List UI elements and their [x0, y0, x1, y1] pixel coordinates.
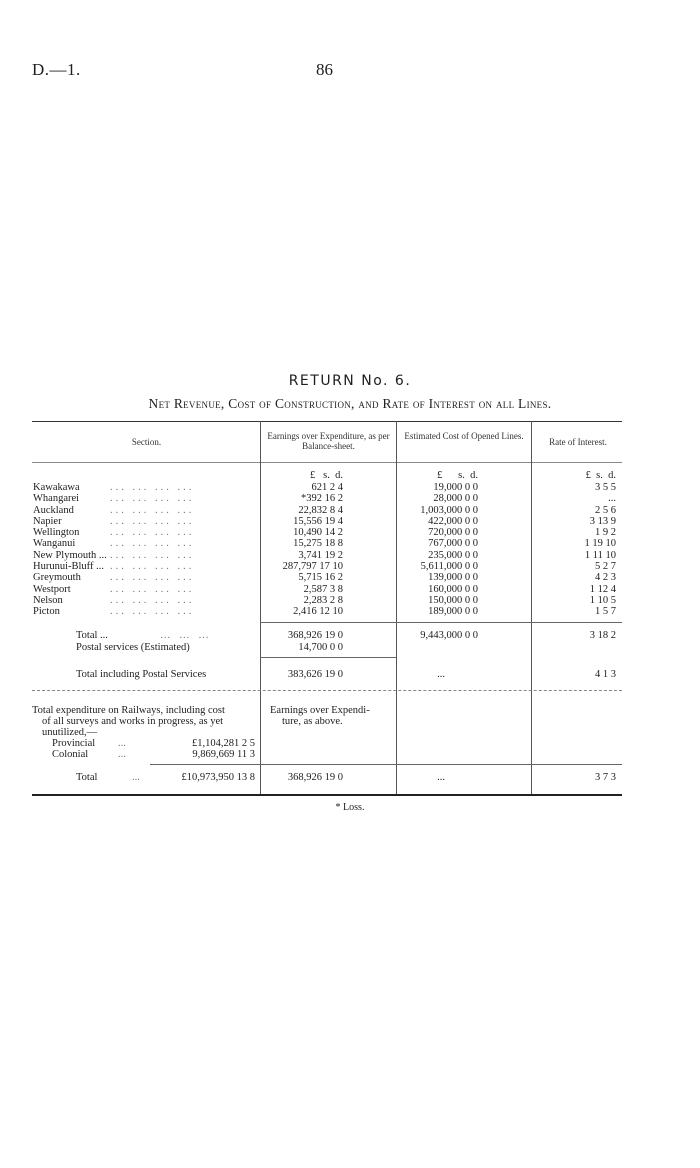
leader-dots: ... ... ... ...	[110, 583, 195, 595]
cost-value: 189,000 0 0	[428, 606, 478, 618]
cost-value: 160,000 0 0	[428, 583, 478, 595]
earnings-value: 287,797 17 10	[282, 561, 343, 573]
cost-value: 5,611,000 0 0	[420, 561, 478, 573]
units-rate: £ s. d.	[585, 470, 616, 481]
cost-value: 767,000 0 0	[428, 538, 478, 550]
table-row	[0, 572, 700, 583]
grand-total-label: Total	[76, 772, 98, 783]
cost-value: 139,000 0 0	[428, 572, 478, 584]
table-row	[0, 606, 700, 617]
section-name: Picton	[33, 606, 60, 618]
cost-value: 150,000 0 0	[428, 594, 478, 606]
header-earnings: Earnings over Expenditure, as per Balance-sheet.	[267, 431, 390, 451]
grand-total-rate: 3 7 3	[595, 772, 616, 783]
earnings-value: 2,587 3 8	[303, 583, 343, 595]
table-row	[0, 527, 700, 538]
table-row	[0, 584, 700, 595]
leader-dots: ... ... ... ...	[110, 572, 195, 584]
leader-dots: ... ... ... ...	[110, 549, 195, 561]
leader-dots: ... ... ... ...	[110, 515, 195, 527]
table-row	[0, 493, 700, 504]
expenditure-line-2: of all surveys and works in progress, as yet	[42, 716, 224, 727]
rate-value: 5 2 7	[595, 561, 616, 573]
leader-dots: ... ... ... ...	[110, 482, 195, 493]
section-name: Hurunui-Bluff ...	[33, 561, 104, 573]
section-name: Westport	[33, 583, 71, 595]
total-rate: 3 18 2	[589, 630, 616, 641]
total-postal-earnings: 383,626 19 0	[287, 669, 343, 680]
postal-label: Postal services (Estimated)	[76, 642, 190, 653]
table-row	[0, 561, 700, 572]
rate-value: 2 5 6	[595, 504, 616, 516]
subtotal-rule	[260, 622, 622, 623]
earnings-value: 3,741 19 2	[298, 549, 343, 561]
document-reference: D.—1.	[32, 60, 81, 79]
leader-dots: ... ... ... ...	[110, 606, 195, 618]
total-earnings: 368,926 19 0	[287, 630, 343, 641]
expenditure-line-3: unutilized,—	[42, 727, 98, 738]
postal-rule	[260, 657, 396, 658]
table-row	[0, 516, 700, 527]
grand-total-cost: ...	[437, 772, 445, 783]
rate-value: 1 10 5	[589, 594, 616, 606]
table-row	[0, 538, 700, 549]
cost-value: 235,000 0 0	[428, 549, 478, 561]
rate-value: ...	[608, 493, 616, 505]
leader-dots: ... ... ... ...	[110, 527, 195, 539]
section-name: Wellington	[33, 527, 80, 539]
units-cost: £ s. d.	[437, 470, 478, 481]
return-title: RETURN No. 6.	[288, 373, 412, 389]
grand-total-dots: ...	[132, 772, 140, 783]
leader-dots: ... ... ... ...	[110, 493, 195, 505]
return-subtitle: Net Revenue, Cost of Construction, and Rate of Interest on all Lines.	[148, 396, 552, 411]
units-earnings: £ s. d.	[310, 470, 343, 481]
rate-value: 3 13 9	[589, 515, 616, 527]
section-name: Wanganui	[33, 538, 76, 550]
leader-dots: ... ... ... ...	[110, 504, 195, 516]
earnings-value: 5,715 16 2	[298, 572, 343, 584]
rate-value: 1 9 2	[595, 527, 616, 539]
earnings-value: 22,832 8 4	[298, 504, 343, 516]
cost-value: 422,000 0 0	[428, 515, 478, 527]
earnings-value: 2,416 12 10	[293, 606, 343, 618]
total-dots: … … …	[160, 630, 212, 641]
table-row	[0, 482, 700, 493]
rate-value: 4 2 3	[595, 572, 616, 584]
earnings-value: 621 2 4	[311, 482, 343, 493]
section-name: Napier	[33, 515, 62, 527]
earnings-note-1: Earnings over Expendi-	[270, 705, 370, 716]
table-row	[0, 550, 700, 561]
earnings-value: 15,275 18 8	[293, 538, 343, 550]
rate-value: 1 19 10	[584, 538, 616, 550]
expenditure-rule	[32, 690, 622, 691]
rate-value: 1 5 7	[595, 606, 616, 618]
provincial-dots: ...	[118, 738, 126, 749]
section-name: Nelson	[33, 594, 63, 606]
earnings-value: 15,556 19 4	[293, 515, 343, 527]
table-row	[0, 595, 700, 606]
total-label: Total ...	[76, 630, 108, 641]
section-rows	[0, 482, 700, 618]
cost-value: 28,000 0 0	[433, 493, 478, 505]
colonial-dots: ...	[118, 749, 126, 760]
grand-total-earnings: 368,926 19 0	[287, 772, 343, 783]
postal-earnings: 14,700 0 0	[298, 642, 343, 653]
expenditure-line-1: Total expenditure on Railways, including cost	[32, 705, 225, 716]
earnings-note-2: ture, as above.	[282, 716, 343, 727]
section-name: Auckland	[33, 504, 74, 516]
total-postal-rate: 4 1 3	[595, 669, 616, 680]
table-top-rule	[32, 421, 622, 422]
rate-value: 3 5 5	[595, 482, 616, 493]
header-section: Section.	[131, 437, 162, 447]
colonial-label: Colonial	[52, 749, 89, 760]
leader-dots: ... ... ... ...	[110, 561, 195, 573]
grand-total-rule	[150, 764, 622, 765]
table-bottom-rule	[32, 794, 622, 796]
total-postal-cost: ...	[437, 669, 445, 680]
leader-dots: ... ... ... ...	[110, 538, 195, 550]
section-name: Greymouth	[33, 572, 81, 584]
page-number: 86	[316, 60, 333, 79]
header-bottom-rule	[32, 462, 622, 463]
earnings-value: 2,283 2 8	[303, 594, 343, 606]
grand-total-value: £10,973,950 13 8	[181, 772, 255, 783]
table-row	[0, 505, 700, 516]
earnings-value: *392 16 2	[301, 493, 343, 505]
header-rate: Rate of Interest.	[549, 437, 607, 447]
rate-value: 1 11 10	[584, 549, 616, 561]
footnote: * Loss.	[335, 802, 365, 813]
leader-dots: ... ... ... ...	[110, 594, 195, 606]
total-cost: 9,443,000 0 0	[420, 630, 478, 641]
colonial-value: 9,869,669 11 3	[192, 749, 255, 760]
header-cost: Estimated Cost of Opened Lines.	[404, 431, 524, 441]
earnings-value: 10,490 14 2	[293, 527, 343, 539]
section-name: Whangarei	[33, 493, 80, 505]
total-postal-label: Total including Postal Services	[76, 669, 207, 680]
cost-value: 1,003,000 0 0	[420, 504, 478, 516]
provincial-label: Provincial	[52, 738, 96, 749]
section-name: Kawakawa	[33, 482, 80, 493]
cost-value: 19,000 0 0	[433, 482, 478, 493]
provincial-value: £1,104,281 2 5	[192, 738, 255, 749]
section-name: New Plymouth ...	[33, 549, 107, 561]
rate-value: 1 12 4	[589, 583, 616, 595]
cost-value: 720,000 0 0	[428, 527, 478, 539]
